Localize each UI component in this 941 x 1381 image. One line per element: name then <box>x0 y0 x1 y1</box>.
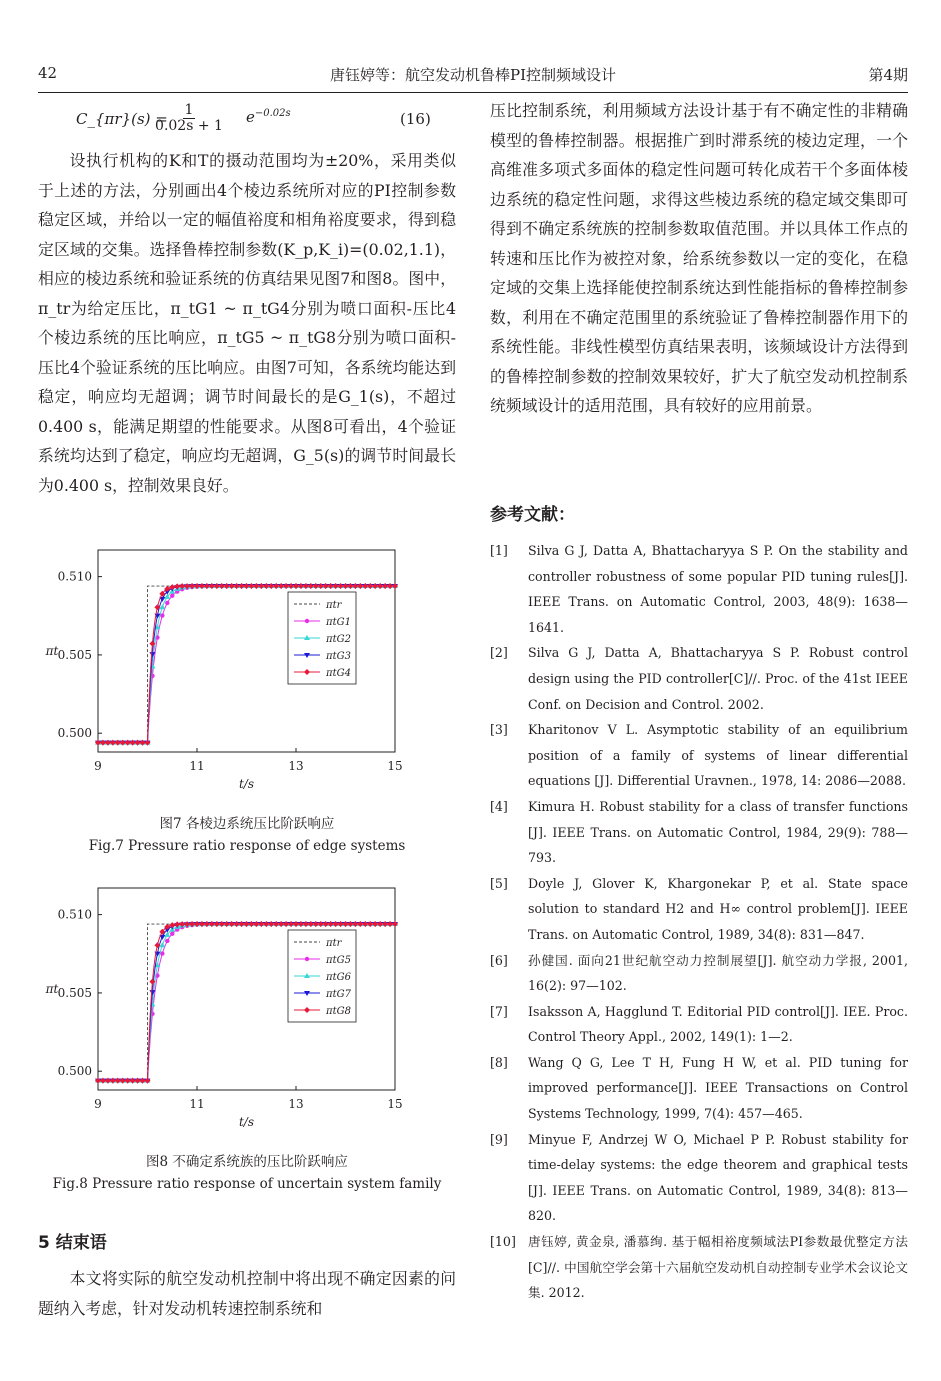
reference-number: [10] <box>490 1234 516 1250</box>
exp-base: e <box>246 108 255 126</box>
figure-7 <box>38 542 456 802</box>
y-axis-label: πt <box>45 982 59 996</box>
figure-7-chart <box>38 542 456 804</box>
equation-fraction <box>134 100 244 134</box>
issue-label: 第4期 <box>868 66 908 84</box>
reference-number: [7] <box>490 1003 508 1019</box>
equation-exponential <box>246 108 291 126</box>
x-axis-label: t/s <box>238 1115 255 1129</box>
x-tick-label: 9 <box>94 759 102 773</box>
reference-text: 孙健国. 面向21世纪航空动力控制展望[J]. 航空动力学报, 2001, 16(2): 97—102. <box>528 952 908 994</box>
right-column <box>490 96 908 421</box>
reference-number: [9] <box>490 1131 508 1147</box>
y-tick-label: 0.510 <box>57 569 92 584</box>
reference-item <box>490 871 908 948</box>
figure-8-caption-en: Fig.8 Pressure ratio response of uncertain system family <box>52 1176 442 1192</box>
reference-text: Kharitonov V L. Asymptotic stability of an equilibrium position of a family of systems of linear differential equations [J]. Differential Uravnen., 1978, 14: 2086—2088. <box>528 722 908 789</box>
reference-item <box>490 1229 908 1306</box>
page-number: 42 <box>38 64 58 82</box>
x-axis-label: t/s <box>238 777 255 791</box>
reference-text: Wang Q G, Lee T H, Fung H W, et al. PID tuning for improved performance[J]. IEEE Transactions on Control Systems Technology, 1999, 7(4): 457—465. <box>528 1054 908 1122</box>
reference-item <box>490 640 908 717</box>
y-axis-label: πt <box>45 644 59 658</box>
legend-label: πtG2 <box>326 634 351 645</box>
legend-label: πtr <box>326 600 342 611</box>
equation-16 <box>38 100 456 146</box>
reference-text: Isaksson A, Hagglund T. Editorial PID control[J]. IEE. Proc. Control Theory Appl., 2002, 149(1): 1—2. <box>528 1003 908 1045</box>
reference-text: 唐钰婷, 黄金泉, 潘慕绚. 基于幅相裕度频域法PI参数最优整定方法[C]//. 中国航空学会第十六届航空发动机自动控制专业学术会议论文集. 2012. <box>528 1234 908 1301</box>
reference-number: [5] <box>490 875 508 891</box>
x-tick-label: 15 <box>387 759 403 773</box>
figure-7-caption-en: Fig.7 Pressure ratio response of edge systems <box>88 838 406 854</box>
reference-item <box>490 717 908 794</box>
conclusion-paragraph: 压比控制系统，利用频域方法设计基于有不确定性的非精确模型的鲁棒控制器。根据推广到时滞系统的棱边定理，一个高维准多项式多面体的稳定性问题可转化成若干个多面体棱边系统的稳定性问题，求得这些棱边系统的稳定域交集即可得到不确定系统族的控制参数取值范围。并以具体工作点的转速和压比作为被控对象，给系统参数以一定的变化，在稳定域的交集上选择能使控制系统达到性能指标的鲁棒控制参数，利用在不确定范围里的系统验证了鲁棒控制器作用下的系统性能。非线性模型仿真结果表明，该频域设计方法得到的鲁棒控制参数的控制效果较好，扩大了航空发动机控制系统频域设计的适用范围，具有较好的应用前景。 <box>490 101 908 415</box>
legend-label: πtG1 <box>326 617 351 628</box>
references-list <box>490 538 908 1306</box>
figure-8 <box>38 880 456 1140</box>
x-tick-label: 15 <box>387 1097 403 1111</box>
legend-label: πtG6 <box>326 972 351 983</box>
reference-number: [3] <box>490 722 508 738</box>
header-rule <box>38 92 908 93</box>
reference-text: Kimura H. Robust stability for a class of transfer functions [J]. IEEE Trans. on Automatic Control, 1984, 29(9): 788—793. <box>528 798 908 866</box>
reference-item <box>490 794 908 871</box>
legend-label: πtG5 <box>326 955 351 966</box>
legend-label: πtG7 <box>326 989 351 1000</box>
y-tick-label: 0.510 <box>57 907 92 922</box>
y-tick-label: 0.500 <box>57 1064 92 1079</box>
equation-numerator: 1 <box>184 102 194 118</box>
y-tick-label: 0.505 <box>57 985 92 1000</box>
legend-label: πtr <box>326 938 342 949</box>
series-marker <box>392 583 398 589</box>
x-tick-label: 11 <box>189 759 205 773</box>
references-title: 参考文献： <box>490 505 575 525</box>
figure-7-caption-cn: 图7 各棱边系统压比阶跃响应 <box>159 816 335 832</box>
reference-item <box>490 1050 908 1127</box>
figure-8-chart <box>38 880 456 1142</box>
page-header <box>38 64 908 88</box>
series-marker <box>160 951 164 955</box>
reference-text: Minyue F, Andrzej W O, Michael P P. Robust stability for time-delay systems: the edge theorem and graphical tests [J]. IEEE Trans. on Automatic Control, 1989, 34(8): 813—820. <box>528 1131 908 1224</box>
section-5-paragraph: 本文将实际的航空发动机控制中将出现不确定因素的问题纳入考虑，针对发动机转速控制系统和 <box>38 1269 456 1318</box>
reference-item <box>490 948 908 999</box>
series-marker <box>160 613 164 617</box>
reference-item <box>490 538 908 640</box>
x-tick-label: 13 <box>288 759 304 773</box>
equation-number: (16) <box>400 110 431 128</box>
reference-item <box>490 999 908 1050</box>
reference-item <box>490 1127 908 1229</box>
reference-number: [6] <box>490 952 508 968</box>
series-marker <box>145 1078 151 1084</box>
legend-label: πtG4 <box>326 668 351 679</box>
equation-denominator: 0.02s + 1 <box>155 118 223 134</box>
reference-text: Doyle J, Glover K, Khargonekar P, et al. State space solution to standard H2 and H∞ control problem[J]. IEEE Trans. on Automatic Control, 1989, 34(8): 831—847. <box>528 875 908 942</box>
reference-number: [1] <box>490 543 508 558</box>
body-paragraph-1: 设执行机构的K和T的摄动范围均为±20%，采用类似于上述的方法，分别画出4个棱边系统所对应的PI控制参数稳定区域，并给以一定的幅值裕度和相角裕度要求，得到稳定区域的交集。选择鲁棒控制参数(K_p,K_i)=(0.02,1.1)，相应的棱边系统和验证系统的仿真结果见图7和图8。图中，π_tr为给定压比，π_tG1 ~ π_tG4分别为喷口面积-压比4个棱边系统的压比响应，π_tG5 ~ π_tG8分别为喷口面积-压比4个验证系统的压比响应。由图7可知，各系统均能达到稳定，响应均无超调；调节时间最长的是G_1(s)，不超过0.400 s，能满足期望的性能要求。从图8可看出，4个验证系统均达到了稳定，响应均无超调，G_5(s)的调节时间最长为0.400 s，控制效果良好。 <box>38 151 456 495</box>
legend-label: πtG3 <box>326 651 351 662</box>
exp-power: −0.02s <box>254 108 291 119</box>
running-title: 唐钰婷等：航空发动机鲁棒PI控制频域设计 <box>329 66 617 84</box>
series-marker <box>165 601 169 605</box>
series-marker <box>305 619 309 623</box>
left-column <box>38 100 456 500</box>
reference-text: Silva G J, Datta A, Bhattacharyya S P. Robust control design using the PID controller[C]//. Proc. of the 41st IEEE Conf. on Decision and Control. 2002. <box>528 645 908 712</box>
series-marker <box>145 740 151 746</box>
series-marker <box>170 932 174 936</box>
series-marker <box>170 594 174 598</box>
reference-number: [4] <box>490 798 508 814</box>
series-marker <box>392 921 398 927</box>
reference-text: Silva G J, Datta A, Bhattacharyya S P. On the stability and controller robustness of some popular PID tuning rules[J]. IEEE Trans. on Automatic Control, 2003, 48(9): 1638—1641. <box>528 543 908 635</box>
y-tick-label: 0.505 <box>57 647 92 662</box>
figure-8-caption-cn: 图8 不确定系统族的压比阶跃响应 <box>146 1154 348 1170</box>
series-marker <box>165 939 169 943</box>
y-tick-label: 0.500 <box>57 726 92 741</box>
x-tick-label: 13 <box>288 1097 304 1111</box>
section-5-body <box>38 1264 456 1323</box>
reference-number: [2] <box>490 645 508 661</box>
equation-lhs: C_{πr}(s) = <box>76 110 168 128</box>
x-tick-label: 11 <box>189 1097 205 1111</box>
series-marker <box>305 957 309 961</box>
reference-number: [8] <box>490 1054 508 1070</box>
x-tick-label: 9 <box>94 1097 102 1111</box>
legend-label: πtG8 <box>326 1006 351 1017</box>
section-5-heading: 5 结束语 <box>38 1233 107 1253</box>
